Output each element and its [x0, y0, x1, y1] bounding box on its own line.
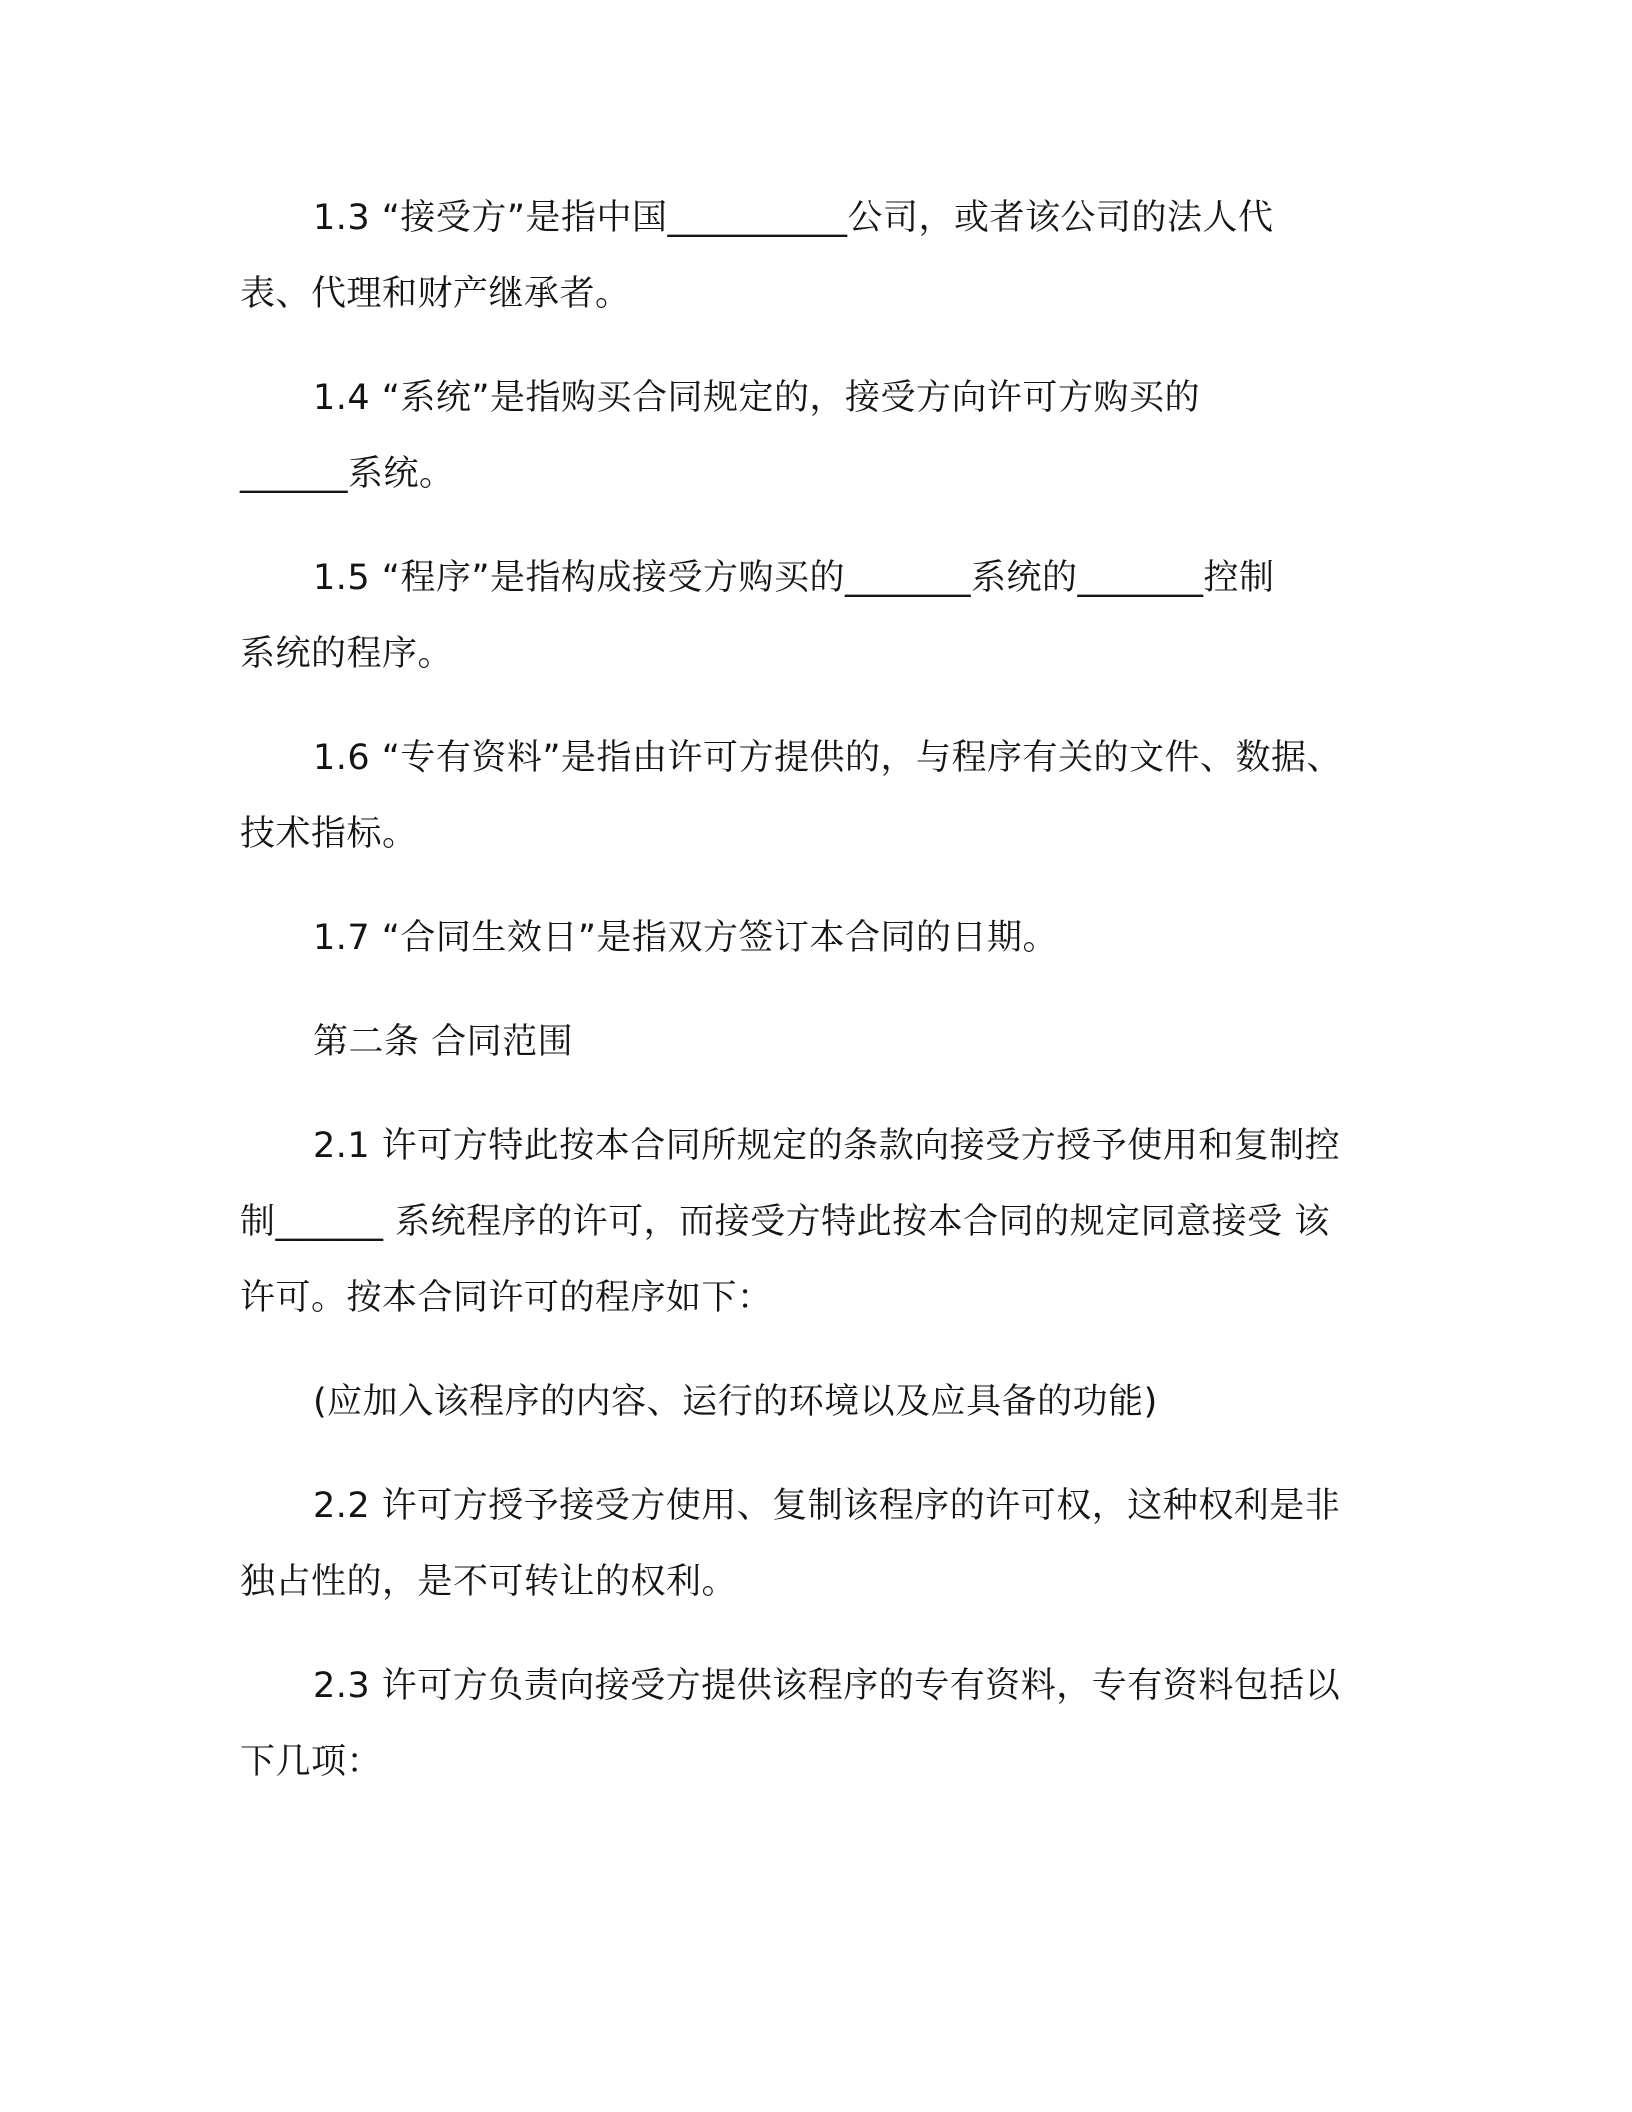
article-2-heading: 第二条 合同范围: [313, 1022, 574, 1062]
clause-1-3-line-2: 表、代理和财产继承者。: [240, 274, 631, 314]
clause-2-2-line-2: 独占性的，是不可转让的权利。: [240, 1562, 738, 1602]
clause-1-4-line-2: ______系统。: [240, 454, 455, 494]
clause-2-1-line-1: 2.1 许可方特此按本合同所规定的条款向接受方授予使用和复制控: [313, 1126, 1341, 1166]
clause-1-3-line-1: 1.3 “接受方”是指中国__________公司，或者该公司的法人代: [313, 198, 1274, 238]
clause-2-2-line-1: 2.2 许可方授予接受方使用、复制该程序的许可权，这种权利是非: [313, 1486, 1341, 1526]
clause-2-1-line-2: 制______ 系统程序的许可，而接受方特此按本合同的规定同意接受 该: [240, 1202, 1330, 1242]
clause-1-7-line-1: 1.7 “合同生效日”是指双方签订本合同的日期。: [313, 918, 1059, 958]
clause-2-3-line-1: 2.3 许可方负责向接受方提供该程序的专有资料，专有资料包括以: [313, 1666, 1341, 1706]
clause-2-1-line-3: 许可。按本合同许可的程序如下：: [240, 1278, 773, 1318]
clause-1-5-line-2: 系统的程序。: [240, 634, 454, 674]
clause-1-5-line-1: 1.5 “程序”是指构成接受方购买的_______系统的_______控制: [313, 558, 1275, 598]
clause-2-3-line-2: 下几项：: [240, 1742, 383, 1782]
clause-1-6-line-1: 1.6 “专有资料”是指由许可方提供的，与程序有关的文件、数据、: [313, 738, 1343, 778]
clause-1-6-line-2: 技术指标。: [240, 814, 418, 854]
clause-1-4-line-1: 1.4 “系统”是指购买合同规定的，接受方向许可方购买的: [313, 378, 1201, 418]
clause-2-1-note: (应加入该程序的内容、运行的环境以及应具备的功能): [313, 1382, 1158, 1422]
